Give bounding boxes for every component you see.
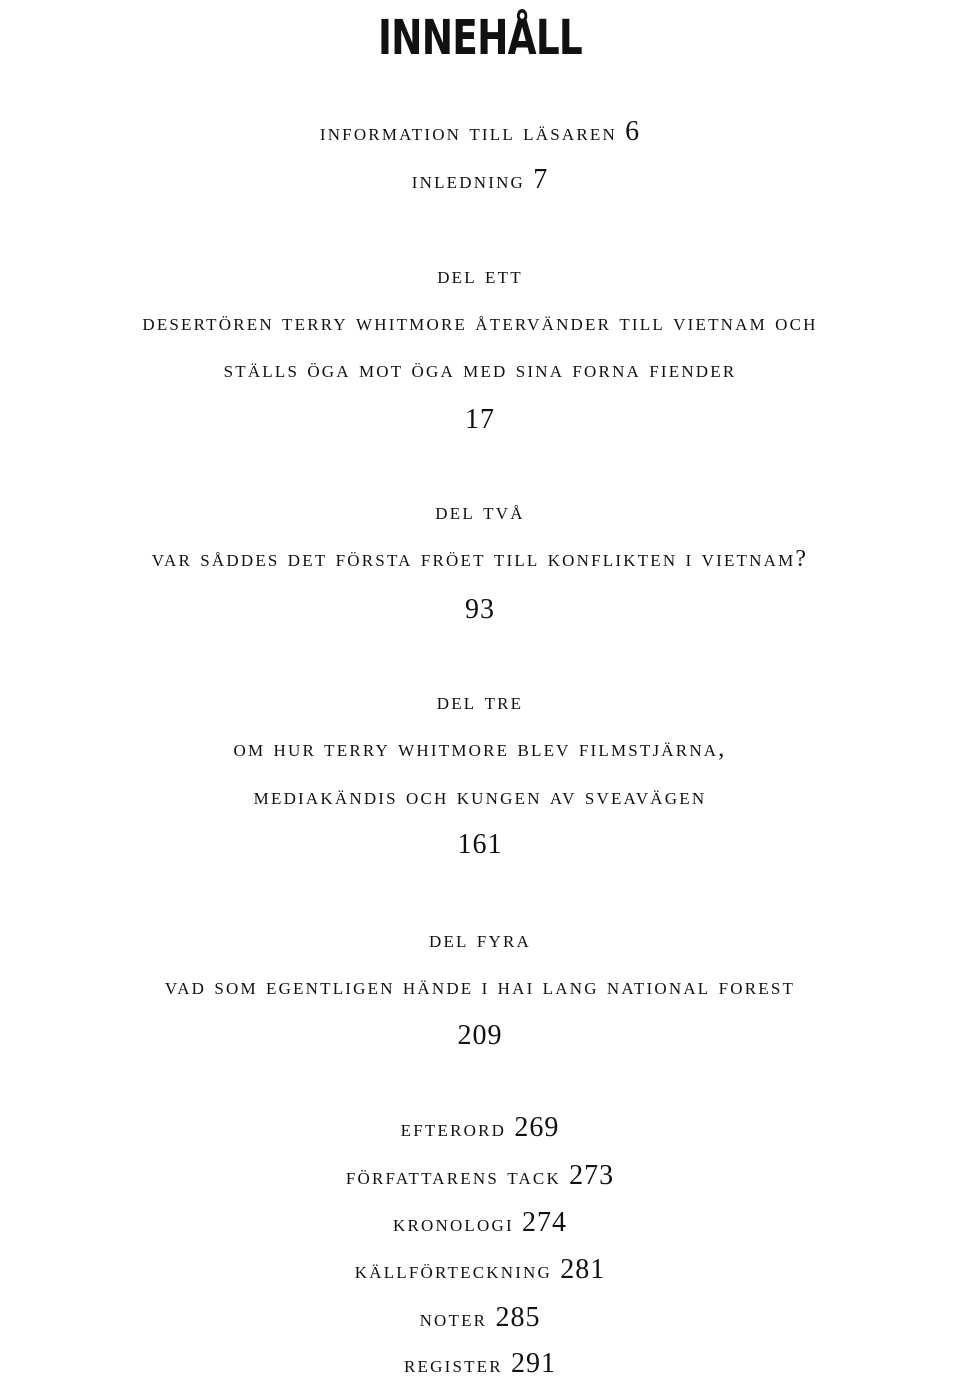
toc-entry-label: kronologi [392, 1211, 514, 1237]
toc-entry-page: 273 [569, 1160, 615, 1191]
page-title: INNEHÅLL [378, 10, 582, 66]
part-description-3-line-1: om hur terry whitmore blev filmstjärna, [233, 736, 727, 762]
part-heading-2: del två [435, 499, 525, 525]
toc-entry-label: inledning [411, 168, 526, 194]
toc-entry-page: 269 [514, 1112, 560, 1143]
toc-entry-kronologi [0, 1207, 960, 1240]
toc-entry-information [0, 116, 960, 149]
toc-entry-page: 7 [533, 164, 549, 195]
part-description-2-line-1: var såddes det första fröet till konflikten i vietnam? [151, 546, 809, 572]
toc-entry-label: register [403, 1352, 503, 1378]
part-page-4: 209 [457, 1020, 503, 1051]
part-page-1: 17 [465, 404, 495, 435]
toc-entry-page: 281 [560, 1254, 606, 1285]
toc-entry-label: information till läsaren [319, 120, 617, 146]
part-page-3: 161 [457, 829, 503, 860]
toc-entry-page: 6 [625, 116, 641, 147]
toc-entry-label: källförteckning [354, 1258, 553, 1284]
part-description-1-line-1: desertören terry whitmore återvänder till vietnam och [142, 310, 818, 336]
toc-entry-forfattarens-tack [0, 1160, 960, 1193]
part-description-4-line-1: vad som egentligen hände i hai lang national forest [164, 974, 796, 1000]
toc-entry-label: noter [419, 1306, 488, 1332]
toc-entry-label: efterord [400, 1116, 507, 1142]
toc-entry-inledning [0, 164, 960, 197]
part-page-2: 93 [465, 594, 495, 625]
toc-entry-page: 291 [511, 1348, 557, 1379]
part-heading-1: del ett [437, 263, 523, 289]
part-heading-4: del fyra [429, 927, 531, 953]
part-description-1-line-2: ställs öga mot öga med sina forna fiender [223, 357, 737, 383]
toc-entry-label: författarens tack [345, 1164, 561, 1190]
part-description-3-line-2: mediakändis och kungen av sveavägen [253, 784, 707, 810]
toc-entry-efterord [0, 1112, 960, 1145]
toc-entry-noter [0, 1302, 960, 1335]
toc-entry-page: 285 [495, 1302, 541, 1333]
toc-entry-kallforteckning [0, 1254, 960, 1287]
toc-entry-register [0, 1348, 960, 1381]
part-heading-3: del tre [436, 689, 524, 715]
toc-entry-page: 274 [522, 1207, 568, 1238]
